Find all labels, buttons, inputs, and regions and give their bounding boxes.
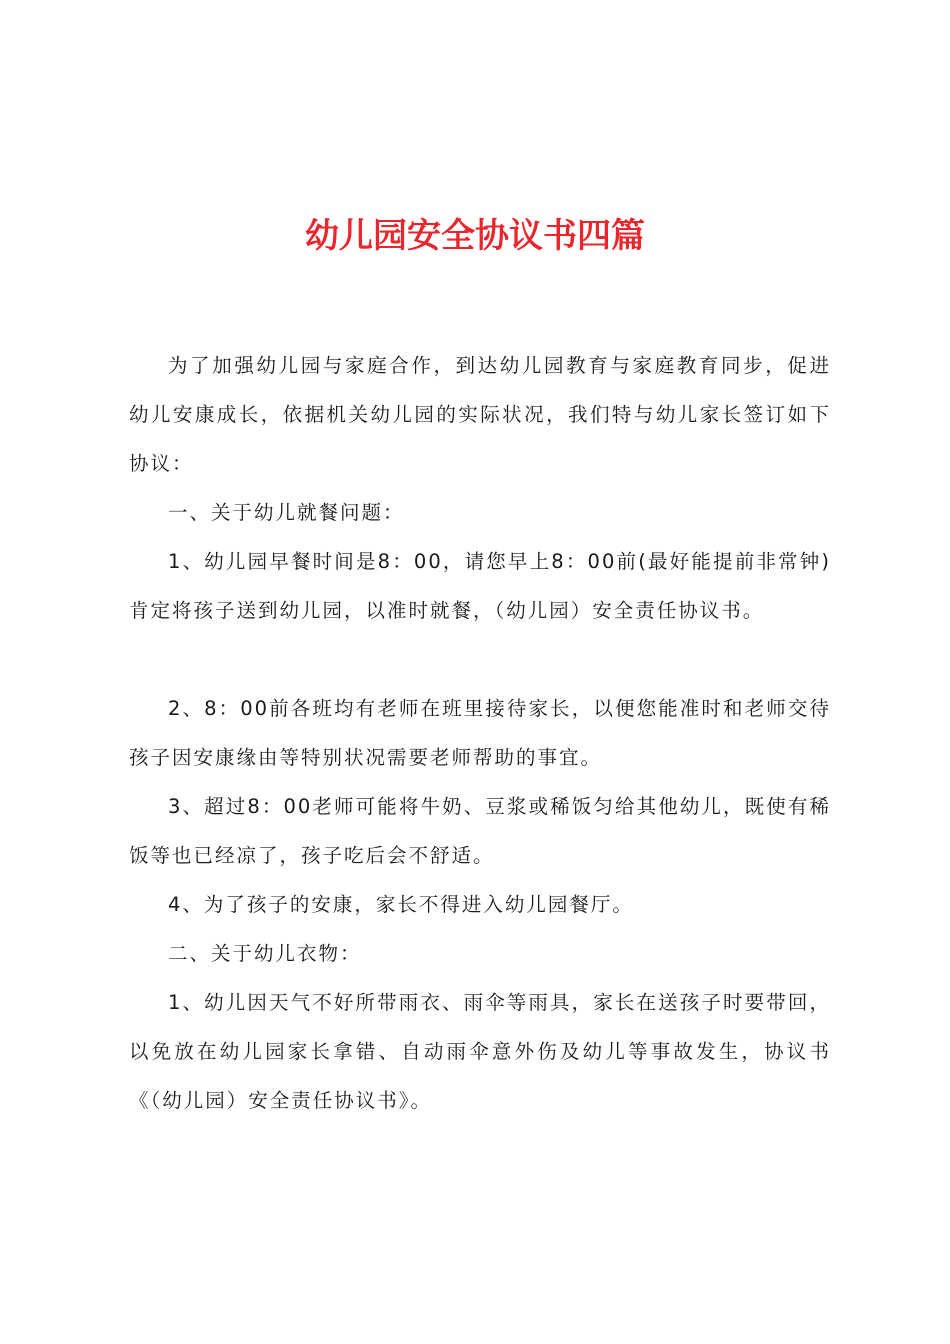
- meal-item-4: 4、为了孩子的安康，家长不得进入幼儿园餐厅。: [168, 893, 634, 916]
- intro-paragraph: 为了加强幼儿园与家庭合作，到达幼儿园教育与家庭教育同步，促进幼儿安康成长，依据机关幼儿园的实际状况，我们特与幼儿家长签订如下协议：: [129, 354, 831, 475]
- meal-item-3: 3、超过8：00老师可能将牛奶、豆浆或稀饭匀给其他幼儿，既使有稀饭等也已经凉了，孩子吃后会不舒适。: [129, 795, 831, 867]
- clothing-item-1: 1、幼儿因天气不好所带雨衣、雨伞等雨具，家长在送孩子时要带回，以免放在幼儿园家长拿错、自动雨伞意外伤及幼儿等事故发生，协议书《（幼儿园）安全责任协议书》。: [129, 991, 831, 1112]
- meal-item-1: 1、幼儿园早餐时间是8：00，请您早上8：00前(最好能提前非常钟)肯定将孩子送到幼儿园，以准时就餐，（幼儿园）安全责任协议书。: [129, 550, 831, 622]
- meal-item-2: 2、8：00前各班均有老师在班里接待家长，以便您能准时和老师交待孩子因安康缘由等特别状况需要老师帮助的事宜。: [129, 697, 831, 769]
- document-title: 幼儿园安全协议书四篇: [305, 216, 645, 256]
- document-body: [129, 341, 831, 1125]
- section-heading-clothing: 二、关于幼儿衣物：: [168, 942, 362, 965]
- section-heading-meals: 一、关于幼儿就餐问题：: [168, 501, 405, 524]
